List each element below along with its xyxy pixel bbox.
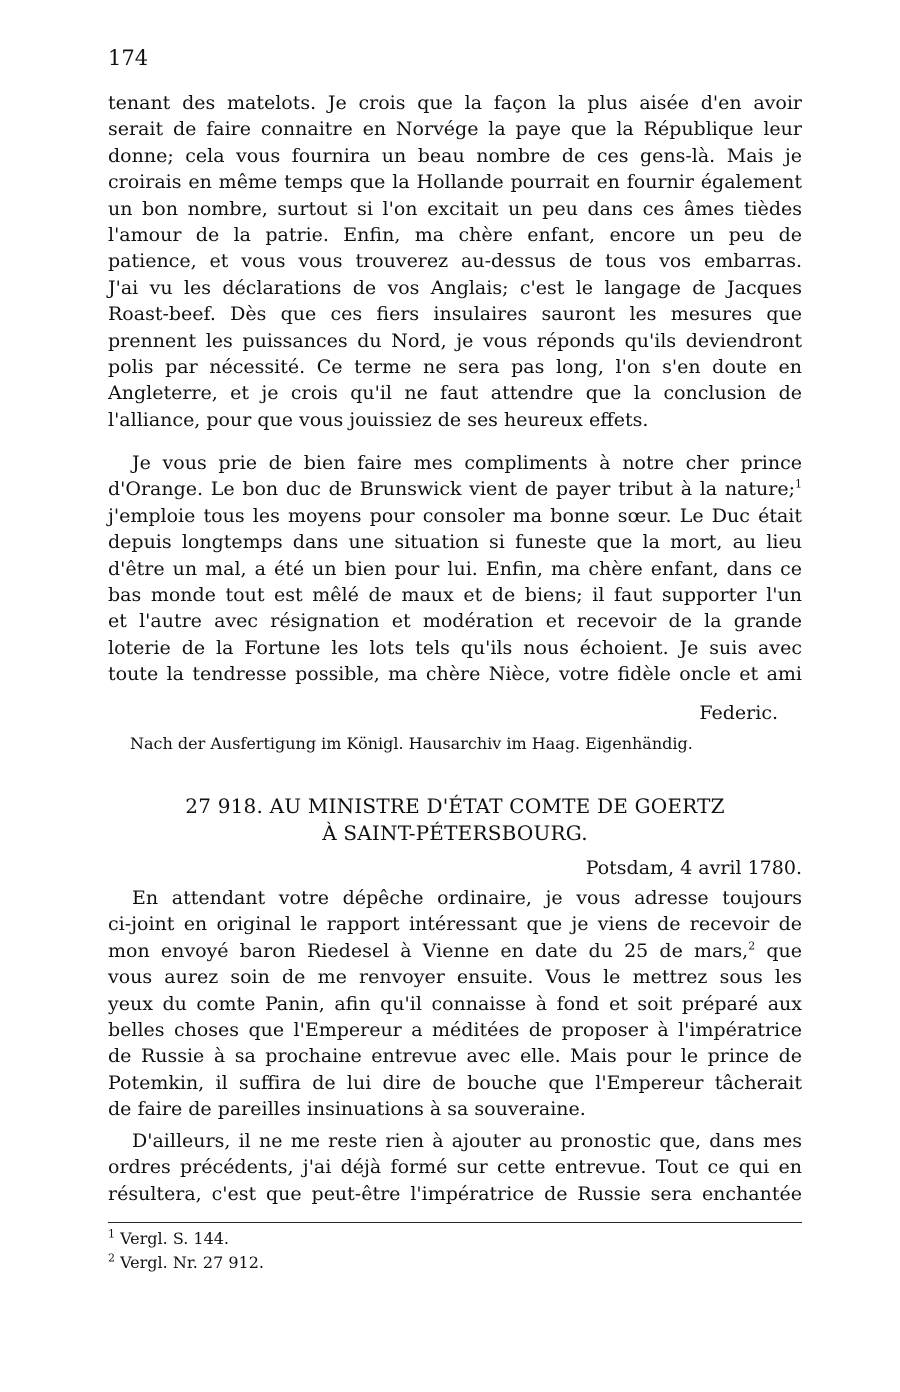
paragraph-continuation: [108, 90, 802, 433]
footnote-marker: 2: [748, 939, 756, 953]
text-line: polis par nécessité. Ce terme ne sera pas long, l'on s'en doute en: [108, 355, 802, 378]
source-note: Nach der Ausfertigung im Königl. Hausarchiv im Haag. Eigenhändig.: [130, 734, 693, 753]
dateline: Potsdam, 4 avril 1780.: [585, 857, 802, 879]
signature: Federic.: [699, 702, 778, 724]
text-line: [108, 938, 802, 964]
text-line: toute la tendresse possible, ma chère Nièce, votre fidèle oncle et ami: [108, 663, 802, 686]
text-line: résultera, c'est que peut-être l'impératrice de Russie sera enchantée: [108, 1182, 802, 1205]
text-line: vous aurez soin de me renvoyer ensuite. Vous le mettrez sous les: [108, 966, 802, 989]
footnote-text: Vergl. S. 144.: [120, 1229, 230, 1248]
footnote-mark: 2: [108, 1251, 115, 1265]
paragraph-letter-body: [108, 885, 802, 1123]
footnote-1: [108, 1228, 229, 1250]
line-text: d'Orange. Le bon duc de Brunswick vient de payer tribut à la nature;: [108, 478, 795, 501]
text-line: Angleterre, et je crois qu'il ne faut attendre que la conclusion de: [108, 382, 802, 405]
text-line: de faire de pareilles insinuations à sa souveraine.: [108, 1098, 586, 1121]
text-line: prennent les puissances du Nord, je vous réponds qu'ils deviendront: [108, 329, 802, 352]
text-line: Je vous prie de bien faire mes compliments à notre cher prince: [132, 452, 802, 474]
text-line: yeux du comte Panin, afin qu'il connaisse à fond et soit préparé aux: [108, 992, 802, 1015]
letter-heading-line2: À SAINT-PÉTERSBOURG.: [322, 821, 588, 845]
text-line: [108, 476, 802, 502]
text-line: j'emploie tous les moyens pour consoler ma bonne sœur. Le Duc était: [108, 504, 802, 527]
text-line: d'être un mal, a été un bien pour lui. Enfin, ma chère enfant, dans ce: [108, 557, 802, 580]
footnote-2: [108, 1252, 264, 1274]
text-line: l'amour de la patrie. Enfin, ma chère enfant, encore un peu de: [108, 223, 802, 246]
text-line: et l'autre avec résignation et modération et recevoir de la grande: [108, 610, 802, 633]
paragraph-closing: [108, 1128, 802, 1207]
text-line: ci-joint en original le rapport intéressant que je viens de recevoir de: [108, 913, 802, 936]
text-line: croirais en même temps que la Hollande pourrait en fournir également: [108, 171, 802, 194]
text-line: En attendant votre dépêche ordinaire, je vous adresse toujours: [132, 887, 802, 909]
footnote-divider: [108, 1222, 802, 1223]
footnote-text: Vergl. Nr. 27 912.: [120, 1253, 264, 1272]
text-line: depuis longtemps dans une situation si funeste que la mort, au lieu: [108, 531, 802, 554]
footnote-mark: 1: [108, 1227, 115, 1241]
text-line: tenant des matelots. Je crois que la façon la plus aisée d'en avoir: [108, 92, 802, 114]
text-line: donne; cela vous fournira un beau nombre de ces gens-là. Mais je: [108, 144, 802, 167]
text-line: de Russie à sa prochaine entrevue avec elle. Mais pour le prince de: [108, 1045, 802, 1068]
text-line: patience, et vous vous trouverez au-dessus de tous vos embarras.: [108, 250, 802, 273]
text-line: loterie de la Fortune les lots tels qu'ils nous échoient. Je suis avec: [108, 636, 802, 659]
text-line: ordres précédents, j'ai déjà formé sur cette entrevue. Tout ce qui en: [108, 1156, 802, 1179]
paragraph-compliments: [108, 450, 802, 688]
line-text: que: [755, 939, 803, 962]
text-line: l'alliance, pour que vous jouissiez de ses heureux effets.: [108, 408, 649, 431]
text-line: J'ai vu les déclarations de vos Anglais; c'est le langage de Jacques: [108, 276, 802, 299]
page-number: 174: [108, 46, 149, 70]
text-line: D'ailleurs, il ne me reste rien à ajouter au pronostic que, dans mes: [132, 1130, 802, 1152]
footnote-marker: 1: [795, 478, 802, 492]
line-text: mon envoyé baron Riedesel à Vienne en date du 25 de mars,: [108, 939, 749, 962]
text-line: Potemkin, il suffira de lui dire de bouche que l'Empereur tâcherait: [108, 1071, 802, 1094]
text-line: un bon nombre, surtout si l'on excitait un peu dans ces âmes tièdes: [108, 197, 802, 220]
text-line: serait de faire connaitre en Norvége la paye que la République leur: [108, 118, 802, 141]
text-line: Roast-beef. Dès que ces fiers insulaires sauront les mesures que: [108, 303, 802, 326]
text-line: bas monde tout est mêlé de maux et de biens; il faut supporter l'un: [108, 583, 802, 606]
letter-heading-line1: 27 918. AU MINISTRE D'ÉTAT COMTE DE GOERTZ: [185, 794, 725, 818]
text-line: belles choses que l'Empereur a méditées de proposer à l'impératrice: [108, 1018, 802, 1041]
